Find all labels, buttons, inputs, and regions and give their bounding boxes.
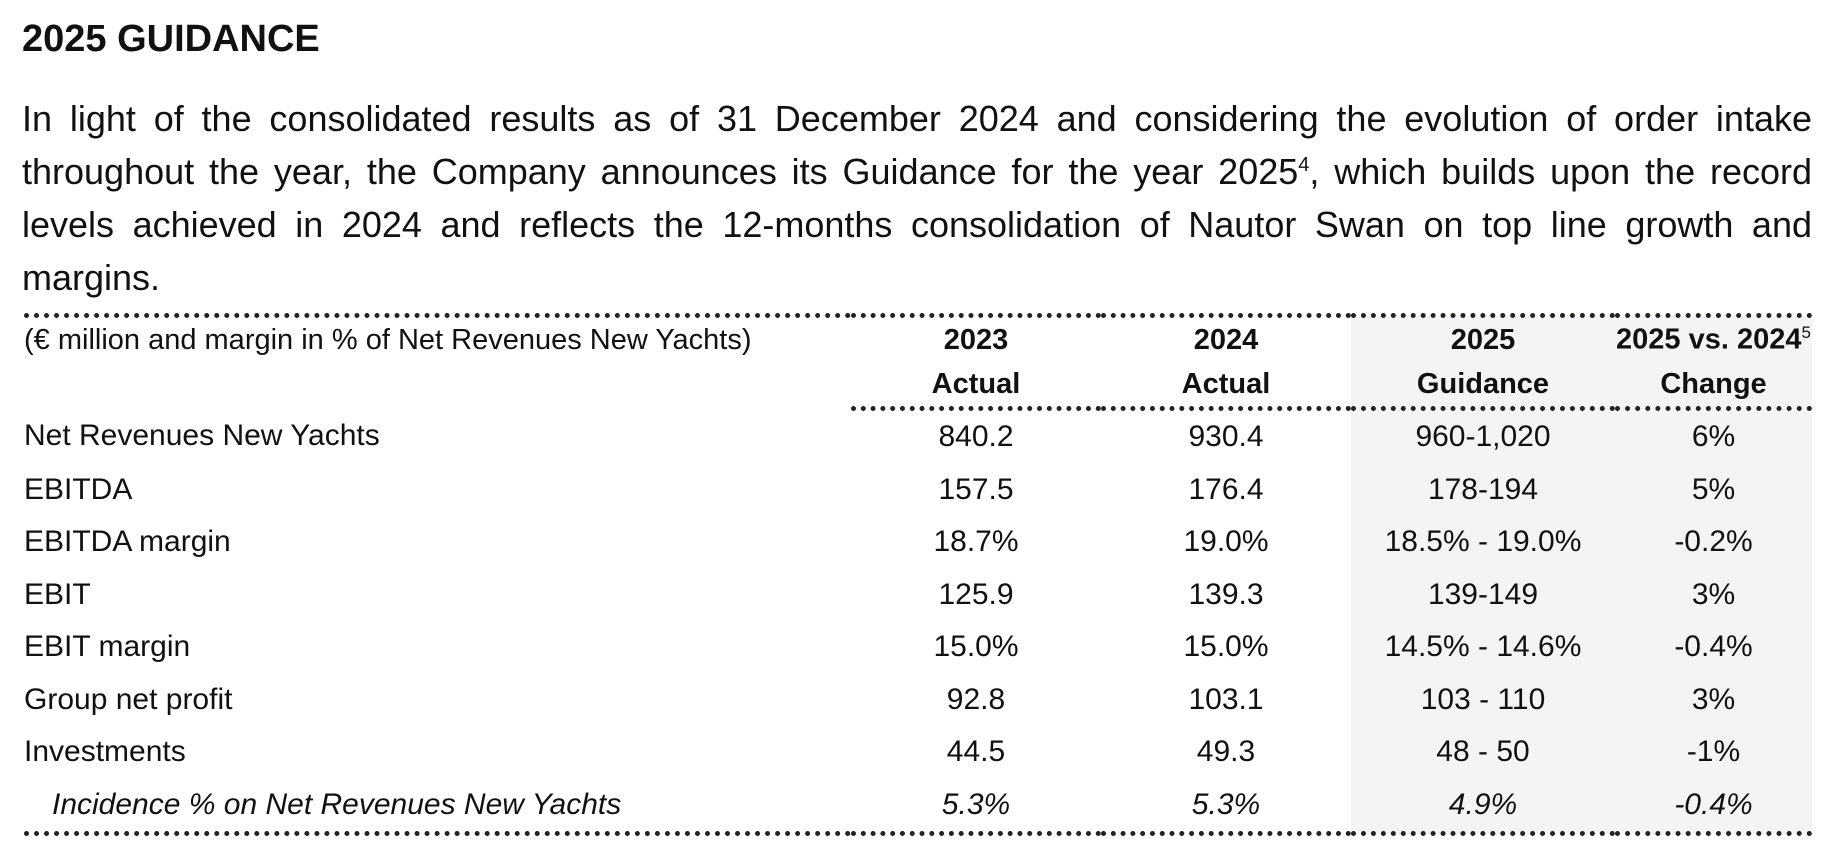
cell-2024: 5.3% bbox=[1101, 779, 1351, 834]
table-row-incidence bbox=[24, 779, 1812, 834]
unit-note: (€ million and margin in % of Net Revenues New Yachts) bbox=[24, 316, 851, 409]
col-2024-subtitle: Actual bbox=[1101, 362, 1351, 409]
col-change-footnote: 5 bbox=[1801, 323, 1811, 343]
cell-2024: 15.0% bbox=[1183, 630, 1269, 664]
table-row bbox=[24, 464, 1812, 517]
intro-text-before: In light of the consolidated results as of 31 December 2024 and considering the evolution of order intake throughout the year, the Company announces its Guidance for the year 2025 bbox=[22, 98, 1812, 192]
guidance-table bbox=[24, 313, 1812, 836]
cell-2024: 49.3 bbox=[1196, 735, 1256, 769]
row-label: Group net profit bbox=[24, 682, 233, 716]
cell-2023: 18.7% bbox=[933, 525, 1019, 559]
cell-2025: 139-149 bbox=[1351, 569, 1615, 622]
cell-2023: 44.5 bbox=[946, 735, 1006, 769]
cell-2024: 930.4 bbox=[1188, 420, 1264, 454]
cell-change: -0.4% bbox=[1615, 779, 1812, 834]
col-2023-subtitle: Actual bbox=[851, 362, 1101, 409]
cell-change: -0.2% bbox=[1615, 516, 1812, 569]
row-label: EBITDA margin bbox=[24, 525, 231, 559]
cell-2025: 4.9% bbox=[1351, 779, 1615, 834]
intro-text-after: , which builds upon the record levels achieved in 2024 and reflects the 12-months consolidation of Nautor Swan on top line growth and margins. bbox=[22, 151, 1812, 298]
table-row bbox=[24, 409, 1812, 464]
row-label: EBIT margin bbox=[24, 630, 191, 664]
col-2024-year: 2024 bbox=[1101, 316, 1351, 363]
cell-change: 3% bbox=[1615, 569, 1812, 622]
cell-2025: 178-194 bbox=[1351, 464, 1615, 517]
cell-2024: 19.0% bbox=[1183, 525, 1269, 559]
table-row bbox=[24, 621, 1812, 674]
cell-2025: 960-1,020 bbox=[1351, 409, 1615, 464]
cell-change: 5% bbox=[1615, 464, 1812, 517]
cell-2025: 14.5% - 14.6% bbox=[1351, 621, 1615, 674]
cell-2024: 139.3 bbox=[1188, 577, 1264, 611]
cell-2024: 103.1 bbox=[1188, 682, 1264, 716]
col-2025-subtitle: Guidance bbox=[1351, 362, 1615, 409]
table-row bbox=[24, 726, 1812, 779]
section-heading: 2025 GUIDANCE bbox=[22, 18, 320, 60]
header-row-1 bbox=[24, 316, 1812, 363]
cell-2023: 92.8 bbox=[946, 682, 1006, 716]
cell-2023: 125.9 bbox=[938, 577, 1014, 611]
cell-2023: 5.3% bbox=[851, 779, 1101, 834]
guidance-table-wrap bbox=[24, 313, 1812, 836]
cell-change: 3% bbox=[1615, 674, 1812, 727]
cell-2025: 48 - 50 bbox=[1351, 726, 1615, 779]
row-label: Incidence % on Net Revenues New Yachts bbox=[24, 779, 851, 834]
cell-change: -0.4% bbox=[1615, 621, 1812, 674]
intro-paragraph bbox=[22, 92, 1812, 304]
row-label: EBITDA bbox=[24, 472, 133, 506]
col-2023-year: 2023 bbox=[851, 316, 1101, 363]
table-row bbox=[24, 516, 1812, 569]
table-row bbox=[24, 674, 1812, 727]
cell-2025: 18.5% - 19.0% bbox=[1351, 516, 1615, 569]
col-2025-year: 2025 bbox=[1351, 316, 1615, 363]
col-change-title-text: 2025 vs. 2024 bbox=[1616, 323, 1802, 356]
col-change-title bbox=[1615, 316, 1812, 363]
row-label: EBIT bbox=[24, 577, 91, 611]
cell-change: -1% bbox=[1615, 726, 1812, 779]
cell-2023: 157.5 bbox=[938, 472, 1014, 506]
cell-2023: 840.2 bbox=[938, 420, 1014, 454]
footnote-mark: 4 bbox=[1298, 154, 1310, 176]
cell-change: 6% bbox=[1615, 409, 1812, 464]
col-change-subtitle: Change bbox=[1615, 362, 1812, 409]
row-label: Investments bbox=[24, 735, 186, 769]
cell-2023: 15.0% bbox=[933, 630, 1019, 664]
table-row bbox=[24, 569, 1812, 622]
row-label: Net Revenues New Yachts bbox=[24, 419, 380, 452]
cell-2025: 103 - 110 bbox=[1351, 674, 1615, 727]
cell-2024: 176.4 bbox=[1188, 472, 1264, 506]
